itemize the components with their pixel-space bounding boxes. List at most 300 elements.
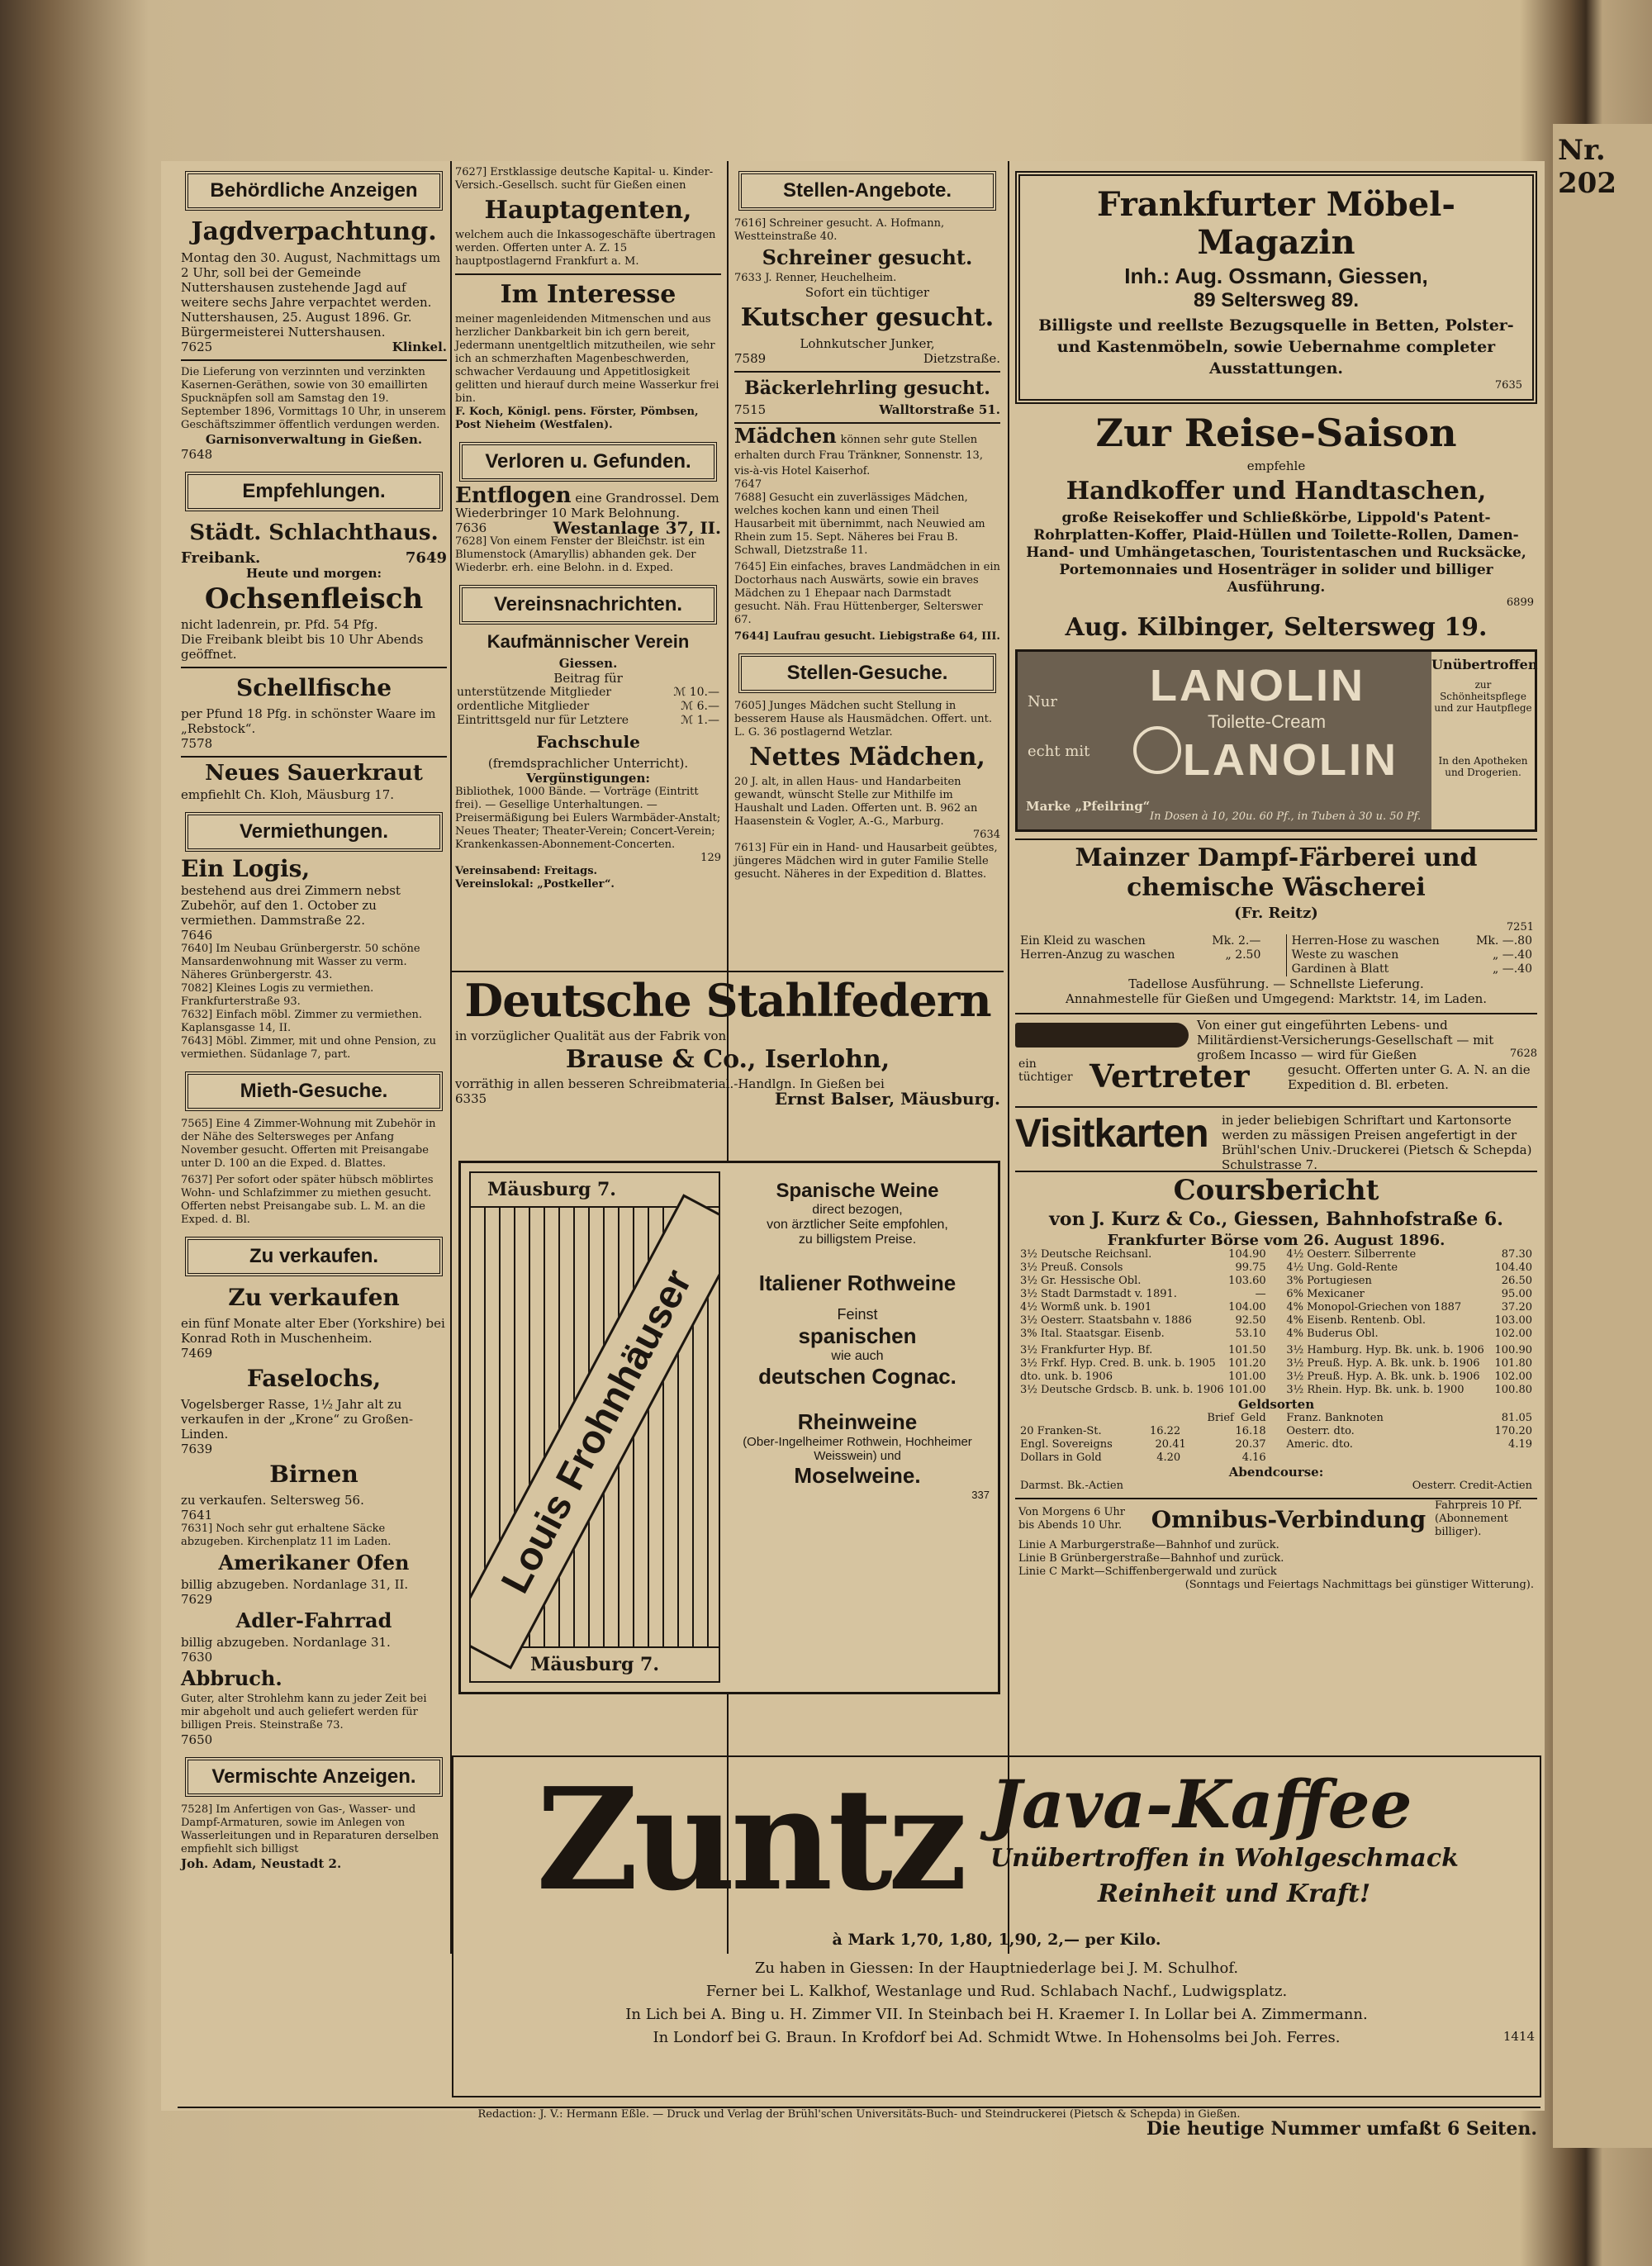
stock-value: 37.20 <box>1501 1301 1532 1314</box>
ad-text: 7644] Laufrau gesucht. Liebigstraße 64, III. <box>734 630 1000 643</box>
wine-item: spanischen <box>798 1323 917 1348</box>
ad-number: 6899 <box>1506 596 1534 609</box>
stock-row <box>1020 1412 1266 1425</box>
ad-number: 7636 <box>455 520 487 535</box>
reise-saison-ad <box>1015 411 1537 643</box>
price-value: Mk. —.80 <box>1476 934 1532 948</box>
stock-value: 170.20 <box>1494 1425 1532 1437</box>
stock-row <box>1286 1438 1532 1451</box>
stock-value: 103.00 <box>1494 1314 1532 1327</box>
moebel-magazin-ad <box>1015 171 1537 404</box>
vendor-name-banner: Louis Frohnhäuser <box>469 1194 720 1669</box>
geldsorten-title: Geldsorten <box>1237 1397 1315 1412</box>
ad-title: Zu verkaufen <box>228 1284 400 1311</box>
stock-column <box>1281 1344 1537 1397</box>
ad-signature: Westanlage 37, II. <box>553 518 721 538</box>
wine-note: direct bezogen, <box>812 1203 903 1217</box>
stock-label: Engl. Sovereigns <box>1020 1438 1113 1451</box>
ad-subtitle <box>181 551 447 566</box>
ad-text: billig abzugeben. Nordanlage 31. <box>181 1635 391 1650</box>
stock-column <box>1015 1248 1271 1341</box>
ad-text: empfiehlt Ch. Kloh, Mäusburg 17. <box>181 787 395 802</box>
column-3 <box>731 161 1004 881</box>
stock-value: 81.05 <box>1501 1412 1532 1424</box>
club-text: Bibliothek, 1000 Bände. — Vorträge (Eintritt frei). — Gesellige Unterhaltungen. — Preisermäßigung bei Eulers Warmbäder-Anstalt; Neues Theater; Theater-Verein; Concert-Verein; Krankenkassen-Abonnement-Concerten. <box>455 786 721 851</box>
price-label: Ein Kleid zu waschen <box>1020 934 1146 948</box>
stock-value: 101.80 <box>1494 1357 1532 1370</box>
ad-title: Mädchen <box>734 424 837 448</box>
stock-row <box>1020 1328 1266 1341</box>
ad-title: Abbruch. <box>181 1666 282 1690</box>
freibank-label: Freibank. <box>181 549 261 567</box>
ad-text: Tadellose Ausführung. — Schnellste Lieferung. <box>1128 976 1424 991</box>
ad-title: Coursbericht <box>1173 1174 1379 1207</box>
wine-note: von ärztlicher Seite empfohlen, <box>767 1218 948 1232</box>
ad-number: 7251 <box>1506 921 1534 933</box>
pfeilring-icon <box>1133 726 1181 774</box>
wine-note: wie auch <box>831 1349 884 1363</box>
club-text: Vergünstigungen: <box>526 771 650 786</box>
ad-text: 7613] Für ein in Hand- und Hausarbeit geübtes, jüngeres Mädchen wird in guter Familie Stelle gesucht. Näheres in der Expedition d. Blattes. <box>734 842 998 881</box>
ad-text: 7627] Erstklassige deutsche Kapital- u. Kinder-Versich.-Gesellsch. sucht für Gießen einen <box>455 166 714 192</box>
stock-row <box>1020 1288 1266 1301</box>
stock-label: dto. unk. b. 1906 <box>1020 1371 1113 1383</box>
ad-text: bestehend aus drei Zimmern nebst Zubehör, auf den 1. October zu vermiethen. Dammstraße 22. <box>181 883 401 928</box>
club-text: Beitrag für <box>553 671 623 686</box>
fee-label: ordentliche Mitglieder <box>457 700 590 713</box>
imprint: Redaction: J. V.: Hermann Eßle. — Druck und Verlag der Brühl'schen Universitäts-Buch- und Steindruckerei (Pietsch & Schepda) in Gießen. <box>477 2108 1241 2121</box>
ad-text: große Reisekoffer und Schließkörbe, Lippold's Patent-Rohrplatten-Koffer, Plaid-Hüllen und Toilette-Rollen, Damen-Hand- und Umhängetaschen, Touristentaschen und Rucksäcke, Portemonnaies und Hosenträger in solider und billiger Ausführung. <box>1026 510 1526 596</box>
price-table <box>1015 934 1537 976</box>
wine-list <box>725 1171 990 1501</box>
section-header-stellen-angebote: Stellen-Angebote. <box>738 171 996 211</box>
stock-label: 3½ Rhein. Hyp. Bk. unk. b. 1900 <box>1286 1384 1464 1396</box>
zuntz-kaffee-ad <box>452 1755 1541 2097</box>
ad-firm: von J. Kurz & Co., Giessen, Bahnhofstraße 6. <box>1049 1209 1503 1230</box>
ad-title: Birnen <box>269 1461 358 1488</box>
lanolin-echt: echt mit <box>1028 743 1090 760</box>
column-divider <box>1008 161 1009 1954</box>
divider <box>181 756 447 758</box>
ad-text: vorräthig in allen besseren Schreibmaterial.-Handlgn. In Gießen bei <box>455 1076 885 1091</box>
ad-firm: Brause & Co., Iserlohn, <box>565 1045 890 1074</box>
ad-subtitle: Reinheit und Kraft! <box>1098 1879 1371 1908</box>
stock-label: 3½ Hamburg. Hyp. Bk. unk. b. 1906 <box>1286 1344 1484 1356</box>
ad-text: zu verkaufen. Seltersweg 56. <box>181 1493 364 1508</box>
ad-price: à Mark 1,70, 1,80, 1,90, 2,— per Kilo. <box>832 1931 1161 1949</box>
divider <box>181 667 447 668</box>
price-label: Weste zu waschen <box>1291 948 1399 962</box>
stock-label: 3½ Stadt Darmstadt v. 1891. <box>1020 1288 1177 1300</box>
adjacent-page-edge <box>1553 124 1652 2148</box>
lanolin-price: In Dosen à 10, 20u. 60 Pf., in Tuben à 30 u. 50 Pf. <box>1150 810 1422 823</box>
stock-value: 87.30 <box>1501 1248 1532 1261</box>
ad-footer <box>734 402 1000 417</box>
stock-row <box>1286 1344 1532 1357</box>
stock-label: Americ. dto. <box>1286 1438 1353 1451</box>
ad-number: 7635 <box>1494 379 1522 392</box>
ad-number: 7641 <box>181 1508 213 1523</box>
stock-value: 101.50 <box>1228 1344 1266 1356</box>
stock-value: 104.00 <box>1228 1301 1266 1314</box>
ad-title: Städt. Schlachthaus. <box>189 520 439 545</box>
stock-column <box>1015 1412 1271 1465</box>
ad-text: ein tüchtiger <box>1018 1057 1073 1084</box>
ad-text: 7645] Ein einfaches, braves Landmädchen in ein Doctorhaus nach Auswärts, sowie ein braves Mädchen zu 1 Ehepaar nach Darmstadt gesucht. Näh. Frau Hüttenberger, Selterswег 67. <box>734 561 1000 626</box>
ad-footer <box>734 351 1000 366</box>
fee-value: ℳ 6.— <box>681 700 719 713</box>
stock-column <box>1281 1248 1537 1341</box>
price-label: Gardinen à Blatt <box>1291 962 1389 976</box>
divider <box>455 273 721 275</box>
price-label: Herren-Hose zu waschen <box>1291 934 1440 948</box>
column-4 <box>1012 161 1540 1597</box>
ad-signature: Klinkel. <box>392 340 447 354</box>
ad-text: 7082] Kleines Logis zu vermiethen. Frankfurterstraße 93. <box>181 982 374 1008</box>
section-header-zu-verkaufen: Zu verkaufen. <box>185 1237 443 1276</box>
stock-row <box>1020 1451 1266 1465</box>
crate-bottom-label: Mäusburg 7. <box>471 1646 719 1681</box>
ad-number: 6335 <box>455 1091 487 1106</box>
ad-text: Linie B Grünbergerstraße—Bahnhof und zurück. <box>1018 1552 1284 1565</box>
ad-number: 1414 <box>1502 2029 1535 2044</box>
stock-label: 4% Buderus Obl. <box>1286 1328 1379 1340</box>
stock-row <box>1020 1371 1266 1384</box>
stock-row <box>1286 1275 1532 1288</box>
ad-title: Hauptagenten, <box>484 196 692 225</box>
club-text: Vereinsabend: Freitags. <box>455 865 598 877</box>
stock-label: 3½ Preuß. Hyp. A. Bk. unk. b. 1906 <box>1286 1357 1480 1370</box>
ad-text: Nuttershausen, 25. August 1896. Gr. Bürgermeisterei Nuttershausen. <box>181 310 412 340</box>
section-header-vermiethungen: Vermiethungen. <box>185 812 443 852</box>
page-footer <box>178 2107 1540 2140</box>
stock-value: 101.20 <box>1228 1357 1266 1370</box>
club-subtitle: Fachschule <box>536 732 640 752</box>
club-text: (fremdsprachlicher Unterricht). <box>487 756 689 771</box>
omnibus-header <box>1015 1499 1537 1539</box>
stock-value: 4.16 <box>1241 1451 1266 1464</box>
ad-text: Billigste und reellste Bezugsquelle in Betten, Polster- und Kastenmöbeln, sowie Uebernahme completer Ausstattungen. <box>1038 316 1514 378</box>
ad-title: Vertreter <box>1089 1057 1250 1095</box>
ad-title: Omnibus-Verbindung <box>1151 1505 1427 1533</box>
stock-label: 4½ Oesterr. Silberrente <box>1286 1248 1417 1261</box>
ad-signature: Joh. Adam, Neustadt 2. <box>181 1856 342 1871</box>
stock-value: 101.00 <box>1228 1371 1266 1383</box>
ad-title: Schreiner gesucht. <box>762 245 973 269</box>
stock-label: 3½ Preuß. Consols <box>1020 1261 1123 1274</box>
ad-owner: Inh.: Aug. Ossmann, Giessen, <box>1124 264 1428 288</box>
ad-signature: Garnisonverwaltung in Gießen. <box>205 432 423 447</box>
ad-number: 337 <box>971 1489 990 1501</box>
ad-text: 7688] Gesucht ein zuverlässiges Mädchen, welches kochen kann und einen Theil Hausarbeit mit übernimmt, nach Neuwied am Rhein zum 15. Sept. Näheres bei Frau B. Schwall, Dietzstraße 11. <box>734 492 985 557</box>
ad-text: gesucht. Offerten unter G. A. N. an die Expedition d. Bl. erbeten. <box>1288 1062 1531 1092</box>
ad-subtitle: Unübertroffen in Wohlgeschmack <box>990 1844 1459 1873</box>
stock-row <box>1020 1438 1266 1451</box>
ad-number: 7578 <box>181 736 213 751</box>
stock-row <box>1286 1248 1532 1261</box>
wine-item: Spanische Weine <box>776 1180 939 1202</box>
ad-footer <box>455 518 721 538</box>
section-header-verloren: Verloren u. Gefunden. <box>459 442 717 482</box>
ad-text: In Lich bei A. Bing u. H. Zimmer VII. In Steinbach bei H. Kraemer I. In Lollar bei A. Zimmermann. <box>625 2006 1368 2023</box>
ad-text: Die Freibank bleibt bis 10 Uhr Abends geöffnet. <box>181 632 424 662</box>
price-row <box>1292 948 1532 962</box>
ad-number: 7589 <box>734 351 767 366</box>
ad-text: 7631] Noch sehr gut erhaltene Säcke abzugeben. Kirchenplatz 11 im Laden. <box>181 1523 392 1548</box>
wine-item: Italiener Rothweine <box>758 1271 957 1295</box>
ad-text: (Sonntags und Feiertags Nachmittags bei günstiger Witterung). <box>1184 1579 1534 1591</box>
frohnhaeuser-ad <box>458 1161 1000 1694</box>
ad-owner: (Fr. Reitz) <box>1234 905 1318 922</box>
column-header: Brief <box>1207 1412 1234 1424</box>
price-row <box>1292 934 1532 948</box>
fee-label: unterstützende Mitglieder <box>457 686 612 699</box>
divider <box>734 371 1000 373</box>
ad-title: Entflogen <box>455 483 572 508</box>
pfandbrief-table <box>1015 1344 1537 1397</box>
price-value: „ —.40 <box>1493 948 1532 962</box>
lanolin-claim-text: zur Schönheitspflege und zur Hautpflege <box>1434 679 1532 714</box>
geldsorten-table <box>1015 1412 1537 1465</box>
stock-label: 4½ Ung. Gold-Rente <box>1286 1261 1398 1274</box>
ad-text: Die Lieferung von verzinnten und verzinkten Kasernen-Geräthen, sowie von 30 emaillirten Spucknäpfen soll am Samstag den 19. September 1896, Vormittags 10 Uhr, in unserem Geschäftszimmer öffentlich verdungen werden. <box>181 366 446 431</box>
ad-text: in vorzüglicher Qualität aus der Fabrik von <box>455 1028 727 1043</box>
lanolin-marke: Marke „Pfeilring“ <box>1026 799 1151 814</box>
ad-text: Zu haben in Giessen: In der Hauptniederlage bei J. M. Schulhof. <box>754 1960 1239 1977</box>
stock-row <box>1286 1301 1532 1314</box>
ad-title: Mainzer Dampf-Färberei und chemische Wäscherei <box>1075 843 1478 902</box>
ad-address: Walltorstraße 51. <box>879 402 1000 417</box>
stock-label: 20 Franken-St. <box>1020 1425 1102 1437</box>
stock-row <box>1286 1425 1532 1438</box>
ad-text: 7637] Per sofort oder später hübsch möblirtes Wohn- und Schlafzimmer zu miethen gesucht. Offerten nebst Preisangabe sub. L. M. an die Exped. d. Bl. <box>181 1174 434 1226</box>
stock-label: 4% Eisenb. Rentenb. Obl. <box>1286 1314 1427 1327</box>
ad-signature: Ernst Balser, Mäusburg. <box>774 1089 1000 1109</box>
section-header-empfehlungen: Empfehlungen. <box>185 472 443 511</box>
ad-text: 7643] Möbl. Zimmer, mit und ohne Pension, zu vermiethen. Südanlage 7, part. <box>181 1035 436 1061</box>
ad-text: Fahrpreis 10 Pf. (Abonnement billiger). <box>1435 1499 1522 1538</box>
stock-column <box>1281 1412 1537 1465</box>
price-row <box>1292 962 1532 976</box>
ad-title: Ochsenfleisch <box>204 582 424 615</box>
wine-item: Rheinweine <box>797 1409 918 1434</box>
column-header: Geld <box>1241 1412 1266 1424</box>
lanolin-ad <box>1015 649 1537 832</box>
ad-title: Amerikaner Ofen <box>218 1551 410 1575</box>
pointing-hand-icon <box>1015 1023 1189 1047</box>
stock-value: 103.60 <box>1228 1275 1266 1287</box>
ad-text: 7632] Einfach möbl. Zimmer zu vermiethen. Kaplansgasse 14, II. <box>181 1009 423 1034</box>
lanolin-brand: LANOLIN <box>1183 735 1398 785</box>
stock-row <box>1286 1412 1532 1425</box>
ad-text: 7640] Im Neubau Grünbergerstr. 50 schöne Mansardenwohnung mit Wasser zu verm. Näheres Grünbergerstr. 43. <box>181 943 420 981</box>
ad-text: Lohnkutscher Junker, <box>800 336 935 351</box>
section-header-behoerdliche: Behördliche Anzeigen <box>185 171 443 211</box>
ad-title: Visitkarten <box>1015 1112 1208 1156</box>
fee-row <box>457 686 719 700</box>
ad-text: meiner magenleidenden Mitmenschen und aus herzlicher Dankbarkeit bin ich gern bereit, Jedermann unentgeltlich mitzutheilen, wie sehr ich an schmerzhaften Magenbeschwerden, schwacher Verdauung und Appetitlosigkeit gelitten und hierauf durch meine Wasserkur frei bin. <box>455 313 719 405</box>
stock-row <box>1286 1371 1532 1384</box>
ad-text: Linie A Marburgerstraße—Bahnhof und zurück. <box>1018 1539 1279 1551</box>
stock-label: Franz. Banknoten <box>1286 1412 1384 1424</box>
ad-text: Montag den 30. August, Nachmittags um 2 Uhr, soll bei der Gemeinde Nuttershausen zustehende Jagd auf weitere sechs Jahre verpachtet werden. <box>181 250 441 310</box>
ad-number: 7639 <box>181 1442 213 1456</box>
stock-value: 26.50 <box>1501 1275 1532 1287</box>
ad-number: 7650 <box>181 1732 213 1747</box>
ad-text: Heute und morgen: <box>245 566 382 581</box>
ad-subtitle: Frankfurter Börse vom 26. August 1896. <box>1107 1232 1446 1249</box>
stock-value: 16.18 <box>1235 1425 1266 1437</box>
club-city: Giessen. <box>558 656 618 671</box>
ad-number: 7625 <box>181 340 213 354</box>
stock-row <box>1020 1480 1532 1493</box>
ad-text: in jeder beliebigen Schriftart und Kartonsorte werden zu mässigen Preisen angefertigt in der Brühl'schen Univ.-Druckerei (Pietsch & Schepda) Schulstrasse 7. <box>1222 1113 1532 1172</box>
fee-row <box>457 700 719 714</box>
stock-label: Oesterr. Credit-Actien <box>1412 1480 1532 1492</box>
ad-text: Von Morgens 6 Uhr bis Abends 10 Uhr. <box>1018 1506 1126 1532</box>
stock-value: 100.90 <box>1494 1344 1532 1356</box>
ad-text: Linie C Markt—Schiffenbergerwald und zurück <box>1018 1565 1277 1578</box>
ad-title: Ein Logis, <box>181 855 311 882</box>
ad-entry <box>455 483 721 520</box>
stock-value: 4.19 <box>1508 1438 1532 1451</box>
price-column <box>1286 934 1537 976</box>
stock-value: 102.00 <box>1494 1371 1532 1383</box>
ad-title: Zur Reise-Saison <box>1095 411 1457 455</box>
divider <box>181 359 447 361</box>
price-column <box>1015 934 1265 976</box>
wine-note: Feinst <box>837 1306 878 1323</box>
ad-address: 89 Seltersweg 89. <box>1193 289 1360 311</box>
stock-row <box>1286 1384 1532 1397</box>
ad-number: 129 <box>700 852 721 864</box>
ad-text: Guter, alter Strohlehm kann zu jeder Zeit bei mir abgeholt und auch geliefert werden für billigen Preis. Steinstraße 73. <box>181 1693 427 1732</box>
ad-number: 7628 <box>1509 1047 1537 1060</box>
stock-label: 3½ Oesterr. Staatsbahn v. 1886 <box>1020 1314 1192 1327</box>
section-header-mieth-gesuche: Mieth-Gesuche. <box>185 1071 443 1111</box>
stock-label: 3½ Gr. Hessische Obl. <box>1020 1275 1142 1287</box>
ad-text: 20 J. alt, in allen Haus- und Handarbeiten gewandt, wünscht Stelle zur Mithilfe im Haushalt und Laden. Offerten unt. B. 962 an Haasenstein & Vogler, A.-G., Marburg. <box>734 776 978 828</box>
ad-number: 7629 <box>181 1592 213 1607</box>
fee-row <box>457 714 719 728</box>
stock-value: 104.90 <box>1228 1248 1266 1261</box>
stock-row <box>1020 1384 1266 1397</box>
stock-value: 95.00 <box>1501 1288 1532 1300</box>
stock-value: 4.20 <box>1156 1451 1181 1464</box>
stock-value: 20.41 <box>1155 1438 1186 1451</box>
stock-row <box>1020 1261 1266 1275</box>
fee-value: ℳ 1.— <box>681 714 719 727</box>
vertreter-ad <box>1015 1013 1537 1101</box>
column-1 <box>178 161 450 1871</box>
stock-label: 4½ Wormß unk. b. 1901 <box>1020 1301 1152 1314</box>
price-label: Herren-Anzug zu waschen <box>1020 948 1175 962</box>
stock-label: 3½ Deutsche Grdscb. B. unk. b. 1906 <box>1020 1384 1224 1396</box>
ad-number: 7649 <box>405 549 447 567</box>
stock-label: 3% Portugiesen <box>1286 1275 1372 1287</box>
ad-text: Annahmestelle für Gießen und Umgegend: Marktstr. 14, im Laden. <box>1065 991 1488 1006</box>
price-value: „ —.40 <box>1493 962 1532 976</box>
stock-label: Dollars in Gold <box>1020 1451 1102 1464</box>
ad-text: In Londorf bei G. Braun. In Krofdorf bei Ad. Schmidt Wtwe. In Hohensolms bei Joh. Ferres. <box>653 2029 1341 2046</box>
ad-text: ein fünf Monate alter Eber (Yorkshire) bei Konrad Roth in Muschenheim. <box>181 1316 445 1346</box>
ad-title: Faselochs, <box>246 1365 382 1392</box>
ad-text: 7605] Junges Mädchen sucht Stellung in besserem Hause als Hausmädchen. Offert. unt. L. G. 36 postlagernd Wetzlar. <box>734 700 992 739</box>
stock-label: 6% Mexicaner <box>1286 1288 1365 1300</box>
lanolin-product: Toilette-Cream <box>1208 711 1327 732</box>
stock-row <box>1286 1314 1532 1328</box>
stahlfedern-ad <box>452 971 1004 1109</box>
ad-title: Java-Kaffee <box>990 1765 1412 1843</box>
column-2 <box>452 161 724 891</box>
stock-row <box>1020 1301 1266 1314</box>
ad-title: Neues Sauerkraut <box>205 761 423 786</box>
stock-label: 3½ Frankfurter Hyp. Bf. <box>1020 1344 1153 1356</box>
stock-row <box>1020 1357 1266 1371</box>
ad-signature: Aug. Kilbinger, Seltersweg 19. <box>1065 613 1488 642</box>
stock-row <box>1020 1275 1266 1288</box>
ad-text: Sofort ein tüchtiger <box>805 285 930 300</box>
ad-title: Im Interesse <box>500 280 676 309</box>
ad-footer <box>455 1089 1000 1109</box>
stock-value: 92.50 <box>1235 1314 1266 1327</box>
wine-item: deutschen Cognac. <box>758 1364 957 1389</box>
ad-text: 7616] Schreiner gesucht. A. Hofmann, Westteinstraße 40. <box>734 217 945 243</box>
page-count-note: Die heutige Nummer umfaßt 6 Seiten. <box>1146 2118 1537 2140</box>
stock-value: 102.00 <box>1494 1328 1532 1340</box>
ad-text: 7528] Im Anfertigen von Gas-, Wasser- und Dampf-Armaturen, sowie im Anlegen von Wasserleitungen und in Reparaturen derselben empfiehlt sich billigst <box>181 1803 439 1855</box>
ad-number: 7648 <box>181 447 213 462</box>
ad-text: per Pfund 18 Pfg. in schönster Waare im „Rebstock“. <box>181 706 436 736</box>
stock-label: 3½ Frkf. Hyp. Cred. B. unk. b. 1905 <box>1020 1357 1216 1370</box>
lanolin-availability: In den Apotheken und Drogerien. <box>1438 755 1528 778</box>
price-row <box>1020 948 1260 962</box>
stock-value: 20.37 <box>1235 1438 1266 1451</box>
stock-row <box>1286 1328 1532 1341</box>
ad-number: 7646 <box>181 928 213 943</box>
zuntz-logo: Zuntz <box>536 1757 963 1922</box>
stock-label: Darmst. Bk.-Actien <box>1020 1480 1123 1492</box>
stock-value: 100.80 <box>1494 1384 1532 1396</box>
stock-row <box>1020 1344 1266 1357</box>
ad-title: Jagdverpachtung. <box>191 217 437 246</box>
stock-row <box>1020 1248 1266 1261</box>
ad-text: empfehle <box>1246 458 1306 473</box>
ad-text: billig abzugeben. Nordanlage 31, II. <box>181 1577 409 1592</box>
newspaper-page <box>161 161 1545 2140</box>
ad-text: eine Grandrossel. Dem Wiederbringer 10 Mark Belohnung. <box>455 491 719 520</box>
ad-title: Deutsche Stahlfedern <box>464 974 991 1027</box>
lanolin-nur: Nur <box>1028 693 1057 710</box>
ad-text: nicht ladenrein, pr. Pfd. 54 Pfg. <box>181 617 378 632</box>
stock-value: 101.00 <box>1228 1384 1266 1396</box>
ad-subtitle: Handkoffer und Handtaschen, <box>1066 477 1487 506</box>
ad-text: 7633 J. Renner, Heuchelheim. <box>734 272 897 284</box>
stock-value: 16.22 <box>1149 1425 1181 1437</box>
ad-title: Kutscher gesucht. <box>740 303 995 332</box>
stock-value: — <box>1255 1288 1266 1300</box>
ad-text: können sehr gute Stellen erhalten durch Frau Tränkner, Sonnenstr. 13, vis-à-vis Hotel Kaiserhof. <box>734 434 983 477</box>
fee-value: ℳ 10.— <box>673 686 719 699</box>
ad-title: Adler-Fahrrad <box>235 1608 392 1632</box>
ad-text: Ferner bei L. Kalkhof, Westanlage und Rud. Schlabach Nachf., Ludwigsplatz. <box>705 1983 1288 2000</box>
stock-value: 53.10 <box>1235 1328 1266 1340</box>
club-text: Vereinslokal: „Postkeller“. <box>455 878 615 891</box>
lanolin-side-panel <box>1431 652 1538 829</box>
visitkarten-ad <box>1015 1106 1537 1172</box>
fee-label: Eintrittsgeld nur für Letztere <box>457 714 629 727</box>
crate-top-label: Mäusburg 7. <box>471 1173 720 1208</box>
